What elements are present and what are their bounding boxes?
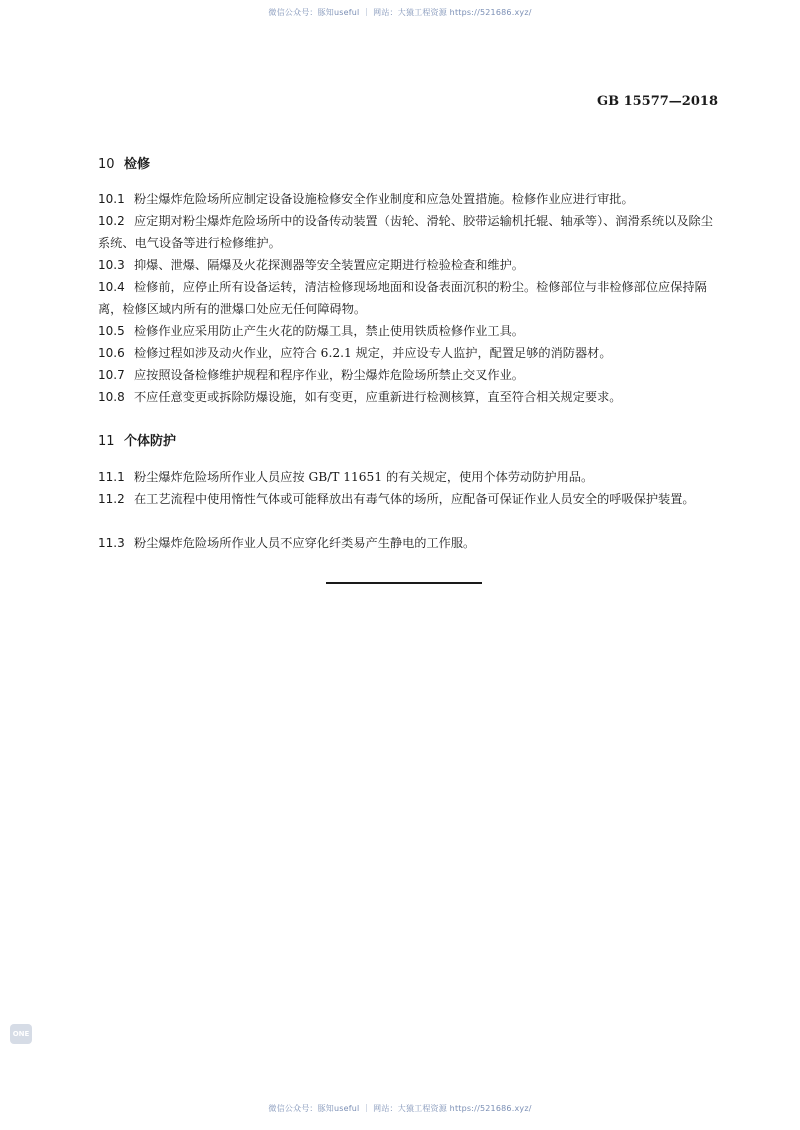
clause-text: 检修过程如涉及动火作业，应符合 6.2.1 规定，并应设专人监护，配置足够的消防器材。 bbox=[134, 346, 612, 360]
clause-10-5 bbox=[98, 320, 716, 342]
section-title: 检修 bbox=[124, 157, 151, 172]
clause-number: 11.3 bbox=[98, 536, 125, 550]
end-of-text-rule bbox=[326, 582, 482, 584]
clause-text: 应按照设备检修维护规程和程序作业，粉尘爆炸危险场所禁止交叉作业。 bbox=[134, 368, 524, 382]
clause-text: 检修前，应停止所有设备运转，清洁检修现场地面和设备表面沉积的粉尘。检修部位与非检修部位应保持隔离，检修区域内所有的泄爆口处应无任何障碍物。 bbox=[98, 280, 707, 316]
clause-text: 抑爆、泄爆、隔爆及火花探测器等安全装置应定期进行检验检查和维护。 bbox=[134, 258, 524, 272]
clause-number: 10.1 bbox=[98, 192, 125, 206]
section-number: 11 bbox=[98, 434, 115, 449]
clause-text: 应定期对粉尘爆炸危险场所中的设备传动装置（齿轮、滑轮、胶带运输机托辊、轴承等）、润滑系统以及除尘系统、电气设备等进行检修维护。 bbox=[98, 214, 713, 250]
clause-10-8 bbox=[98, 386, 716, 408]
clause-10-4 bbox=[98, 276, 716, 320]
section-title: 个体防护 bbox=[124, 434, 177, 449]
watermark-top: 微信公众号：豚知useful ｜ 网站：大猿工程资源 https://521686.xyz/ bbox=[268, 8, 532, 17]
section-number: 10 bbox=[98, 157, 115, 172]
clause-number: 10.3 bbox=[98, 258, 125, 272]
clause-text: 粉尘爆炸危险场所应制定设备设施检修安全作业制度和应急处置措施。检修作业应进行审批。 bbox=[134, 192, 634, 206]
watermark-bottom: 微信公众号：豚知useful ｜ 网站：大猿工程资源 https://521686.xyz/ bbox=[268, 1104, 532, 1113]
clause-text: 在工艺流程中使用惰性气体或可能释放出有毒气体的场所，应配备可保证作业人员安全的呼吸保护装置。 bbox=[134, 492, 695, 506]
clause-10-1 bbox=[98, 188, 716, 210]
clause-text: 粉尘爆炸危险场所作业人员不应穿化纤类易产生静电的工作服。 bbox=[134, 536, 476, 550]
clause-number: 10.4 bbox=[98, 280, 125, 294]
side-logo-mark: ONE bbox=[10, 1024, 32, 1044]
clause-text: 粉尘爆炸危险场所作业人员应按 GB/T 11651 的有关规定，使用个体劳动防护用品。 bbox=[134, 470, 594, 484]
clause-number: 10.2 bbox=[98, 214, 125, 228]
section-heading-11 bbox=[98, 430, 176, 449]
clause-number: 11.2 bbox=[98, 492, 125, 506]
clause-11-1 bbox=[98, 466, 716, 488]
clause-text: 不应任意变更或拆除防爆设施，如有变更，应重新进行检测核算，直至符合相关规定要求。 bbox=[134, 390, 622, 404]
clause-text: 检修作业应采用防止产生火花的防爆工具，禁止使用铁质检修作业工具。 bbox=[134, 324, 524, 338]
clause-number: 10.5 bbox=[98, 324, 125, 338]
clause-number: 11.1 bbox=[98, 470, 125, 484]
clause-number: 10.8 bbox=[98, 390, 125, 404]
clause-10-6 bbox=[98, 342, 716, 364]
clause-10-2 bbox=[98, 210, 716, 254]
clause-10-3 bbox=[98, 254, 716, 276]
clause-10-7 bbox=[98, 364, 716, 386]
clause-11-2 bbox=[98, 488, 716, 510]
standard-code: GB 15577—2018 bbox=[596, 94, 718, 109]
clause-number: 10.7 bbox=[98, 368, 125, 382]
clause-number: 10.6 bbox=[98, 346, 125, 360]
clause-11-3 bbox=[98, 532, 716, 554]
section-heading-10 bbox=[98, 153, 150, 172]
